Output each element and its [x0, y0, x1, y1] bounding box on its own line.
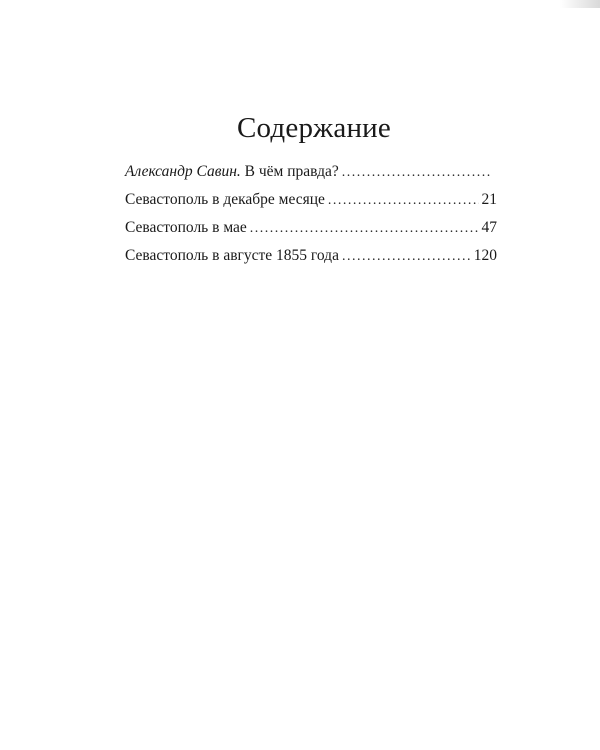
toc-entry-title: Севастополь в декабре месяце — [125, 191, 325, 208]
toc-entry-1 — [125, 163, 497, 191]
toc-entry-title: Севастополь в мае — [125, 219, 247, 236]
page-title: Содержание — [237, 112, 391, 144]
toc-entry-title-text: В чём правда? — [244, 163, 339, 180]
dot-leader — [250, 221, 479, 237]
toc-entry-title: Севастополь в августе 1855 года — [125, 247, 339, 264]
toc-entry-title — [125, 163, 339, 181]
dot-leader — [328, 193, 479, 209]
toc-entry-page: 21 — [481, 191, 497, 208]
toc-entry-4 — [125, 247, 497, 275]
page-edge-shadow — [560, 0, 600, 8]
toc-entry-2 — [125, 191, 497, 219]
toc-entry-page: 47 — [481, 219, 497, 236]
toc-entry-page: 120 — [473, 247, 497, 264]
toc-entry-author: Александр Савин. — [125, 163, 241, 180]
toc-entry-3 — [125, 219, 497, 247]
dot-leader — [342, 249, 471, 265]
dot-leader — [342, 165, 491, 181]
table-of-contents — [125, 163, 497, 275]
